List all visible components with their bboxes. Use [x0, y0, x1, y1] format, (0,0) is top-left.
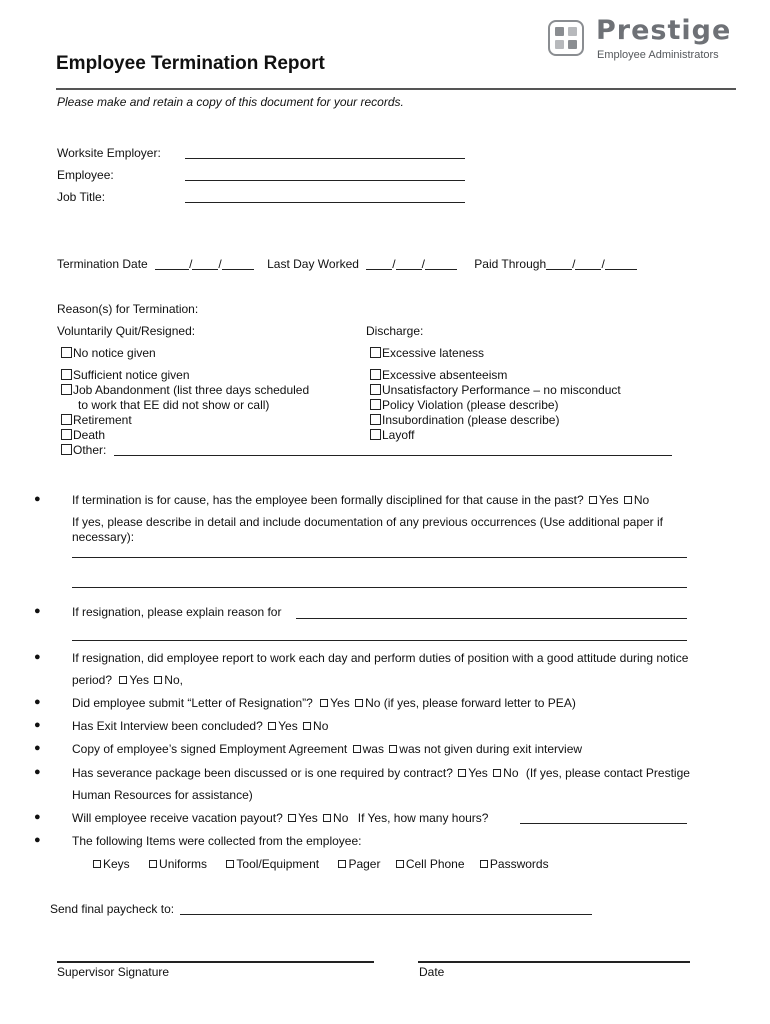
termination-date-day[interactable] — [192, 257, 218, 270]
job-title-label: Job Title: — [57, 190, 106, 204]
item-uniforms[interactable]: Uniforms — [147, 857, 207, 871]
checkbox-insubordination[interactable]: Insubordination (please describe) — [370, 413, 559, 427]
checkbox-retirement[interactable]: Retirement — [61, 413, 132, 427]
checkbox-icon[interactable] — [61, 369, 72, 380]
checkbox-attitude-no[interactable] — [154, 676, 162, 684]
title-rule — [56, 88, 736, 90]
last-day-day[interactable] — [396, 257, 422, 270]
question-resignation-reason: If resignation, please explain reason for — [72, 605, 282, 619]
checkbox-excessive-absenteeism[interactable]: Excessive absenteeism — [370, 368, 507, 382]
voluntary-heading: Voluntarily Quit/Resigned: — [57, 324, 196, 338]
question-employment-agreement: Copy of employee’s signed Employment Agreement was was not given during exit interview — [72, 742, 583, 756]
logo-subtitle: Employee Administrators — [597, 49, 719, 61]
checkbox-other[interactable]: Other: — [61, 443, 106, 457]
page-title: Employee Termination Report — [56, 53, 325, 74]
question-severance: Has severance package been discussed or is one required by contract? Yes No (If yes, please contact Prestige — [72, 766, 690, 780]
checkbox-job-abandonment[interactable]: Job Abandonment (list three days scheduled — [61, 383, 309, 397]
logo-wordmark: Prestige — [596, 15, 732, 46]
describe-line-2[interactable] — [72, 587, 687, 588]
disciplined-describe-instructions: If yes, please describe in detail and include documentation of any previous occurrences (Use additional paper if — [72, 515, 664, 529]
checkbox-vacation-no[interactable] — [323, 814, 331, 822]
checkbox-icon[interactable] — [61, 384, 72, 395]
checkbox-death[interactable]: Death — [61, 428, 105, 442]
dates-row: Termination Date / / Last Day Worked / / Paid Through / / — [57, 257, 637, 271]
checkbox-icon[interactable] — [370, 369, 381, 380]
item-pager[interactable]: Pager — [336, 857, 380, 871]
checkbox-icon[interactable] — [93, 860, 101, 868]
resignation-reason-field[interactable] — [296, 618, 687, 619]
paid-through-day[interactable] — [575, 257, 601, 270]
termination-date-label: Termination Date — [57, 257, 148, 271]
checkbox-icon[interactable] — [370, 429, 381, 440]
employee-label: Employee: — [57, 168, 114, 182]
supervisor-signature-field[interactable] — [57, 961, 374, 963]
worksite-employer-label: Worksite Employer: — [57, 146, 161, 160]
last-day-month[interactable] — [366, 257, 392, 270]
checkbox-letter-yes[interactable] — [320, 699, 328, 707]
termination-date-year[interactable] — [222, 257, 254, 270]
checkbox-icon[interactable] — [61, 429, 72, 440]
question-vacation-payout: Will employee receive vacation payout? Yes No If Yes, how many hours? — [72, 811, 489, 825]
checkbox-disciplined-no[interactable] — [624, 496, 632, 504]
job-abandonment-cont: to work that EE did not show or call) — [78, 398, 270, 412]
checkbox-icon[interactable] — [396, 860, 404, 868]
question-letter-of-resignation: Did employee submit “Letter of Resignation”? Yes No (if yes, please forward letter to PEA) — [72, 696, 576, 710]
item-cell-phone[interactable]: Cell Phone — [394, 857, 465, 871]
termination-date-month[interactable] — [155, 257, 189, 270]
question-exit-interview: Has Exit Interview been concluded? Yes No — [72, 719, 329, 733]
checkbox-icon[interactable] — [61, 347, 72, 358]
checkbox-icon[interactable] — [370, 347, 381, 358]
checkbox-letter-no[interactable] — [355, 699, 363, 707]
checkbox-icon[interactable] — [338, 860, 346, 868]
employee-field[interactable] — [185, 180, 465, 181]
last-day-worked-label: Last Day Worked — [267, 257, 359, 271]
checkbox-vacation-yes[interactable] — [288, 814, 296, 822]
checkbox-disciplined-yes[interactable] — [589, 496, 597, 504]
bullet-icon: ● — [34, 605, 41, 617]
checkbox-severance-yes[interactable] — [458, 769, 466, 777]
checkbox-icon[interactable] — [149, 860, 157, 868]
bullet-icon: ● — [34, 742, 41, 754]
other-field[interactable] — [114, 455, 672, 456]
vacation-hours-field[interactable] — [520, 823, 687, 824]
checkbox-exit-no[interactable] — [303, 722, 311, 730]
checkbox-agreement-was-not[interactable] — [389, 745, 397, 753]
bullet-icon: ● — [34, 493, 41, 505]
logo-mark-icon — [548, 20, 584, 56]
checkbox-sufficient-notice[interactable]: Sufficient notice given — [61, 368, 190, 382]
checkbox-unsatisfactory-performance[interactable]: Unsatisfactory Performance – no misconduct — [370, 383, 621, 397]
paid-through-label: Paid Through — [474, 257, 547, 271]
checkbox-severance-no[interactable] — [493, 769, 501, 777]
item-passwords[interactable]: Passwords — [478, 857, 549, 871]
reasons-heading: Reason(s) for Termination: — [57, 302, 199, 316]
paid-through-month[interactable] — [546, 257, 572, 270]
question-severance-cont: Human Resources for assistance) — [72, 788, 253, 802]
bullet-icon: ● — [34, 766, 41, 778]
bullet-icon: ● — [34, 811, 41, 823]
supervisor-signature-label: Supervisor Signature — [57, 965, 170, 979]
item-tool-equipment[interactable]: Tool/Equipment — [224, 857, 319, 871]
page-subtitle: Please make and retain a copy of this document for your records. — [57, 95, 404, 109]
resignation-reason-line-2[interactable] — [72, 640, 687, 641]
bullet-icon: ● — [34, 651, 41, 663]
checkbox-exit-yes[interactable] — [268, 722, 276, 730]
checkbox-icon[interactable] — [370, 399, 381, 410]
question-items-collected: The following Items were collected from the employee: — [72, 834, 362, 848]
checkbox-icon[interactable] — [480, 860, 488, 868]
item-keys[interactable]: Keys — [91, 857, 130, 871]
checkbox-icon[interactable] — [370, 414, 381, 425]
checkbox-icon[interactable] — [61, 414, 72, 425]
checkbox-icon[interactable] — [370, 384, 381, 395]
checkbox-excessive-lateness[interactable]: Excessive lateness — [370, 346, 484, 360]
question-attitude: If resignation, did employee report to work each day and perform duties of position with a good attitude during notice — [72, 651, 689, 665]
paid-through-year[interactable] — [605, 257, 637, 270]
date-field[interactable] — [418, 961, 690, 963]
send-paycheck-label: Send final paycheck to: — [50, 902, 175, 916]
checkbox-layoff[interactable]: Layoff — [370, 428, 414, 442]
discharge-heading: Discharge: — [366, 324, 424, 338]
checkbox-icon[interactable] — [61, 444, 72, 455]
checkbox-icon[interactable] — [226, 860, 234, 868]
date-label: Date — [419, 965, 445, 979]
send-paycheck-field[interactable] — [180, 914, 592, 915]
items-collected-row — [91, 857, 549, 871]
checkbox-no-notice[interactable]: No notice given — [61, 346, 156, 360]
describe-line-1[interactable] — [72, 557, 687, 558]
checkbox-agreement-was[interactable] — [353, 745, 361, 753]
bullet-icon: ● — [34, 696, 41, 708]
checkbox-attitude-yes[interactable] — [119, 676, 127, 684]
bullet-icon: ● — [34, 719, 41, 731]
job-title-field[interactable] — [185, 202, 465, 203]
bullet-icon: ● — [34, 834, 41, 846]
checkbox-policy-violation[interactable]: Policy Violation (please describe) — [370, 398, 559, 412]
disciplined-describe-cont: necessary): — [72, 530, 135, 544]
last-day-year[interactable] — [425, 257, 457, 270]
worksite-employer-field[interactable] — [185, 158, 465, 159]
question-disciplined: If termination is for cause, has the employee been formally disciplined for that cause in the past? Yes No — [72, 493, 650, 507]
question-attitude-cont: period? Yes No, — [72, 673, 183, 687]
